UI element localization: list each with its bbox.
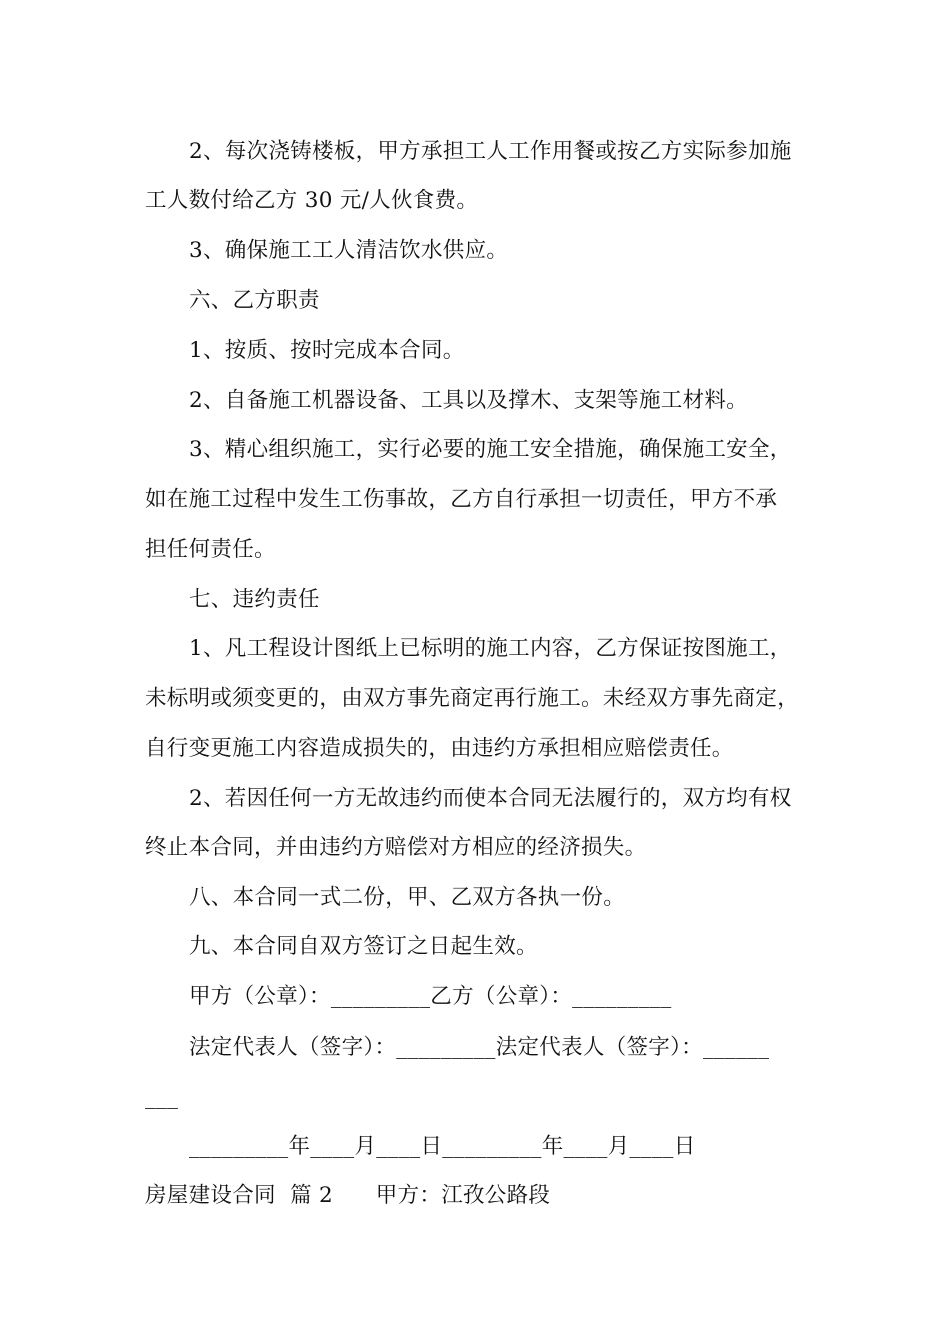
next-contract-heading: 房屋建设合同 篇 2 甲方：江孜公路段 [145, 1183, 551, 1208]
section-6-item-3: 3、精心组织施工，实行必要的施工安全措施，确保施工安全， [189, 437, 792, 462]
section-8: 八、本合同一式二份，甲、乙双方各执一份。 [189, 885, 626, 910]
clause-3-water: 3、确保施工工人清洁饮水供应。 [189, 238, 509, 263]
section-6-heading: 六、乙方职责 [189, 288, 320, 313]
section-7-item-2: 2、若因任何一方无故违约而使本合同无法履行的，双方均有权 [189, 786, 792, 811]
section-7-heading: 七、违约责任 [189, 587, 320, 612]
clause-2-meals: 2、每次浇铸楼板，甲方承担工人工作用餐或按乙方实际参加施 [189, 139, 792, 164]
representative-line: 法定代表人（签字）：_________法定代表人（签字）：______ [189, 1035, 770, 1060]
section-6-item-3-cont-1: 如在施工过程中发生工伤事故，乙方自行承担一切责任，甲方不承 [145, 487, 778, 512]
clause-2-meals-cont: 工人数付给乙方 30 元/人伙食费。 [145, 188, 479, 213]
representative-line-cont: ___ [145, 1085, 179, 1110]
section-7-item-1-cont-1: 未标明或须变更的，由双方事先商定再行施工。未经双方事先商定， [145, 686, 800, 711]
section-7-item-1-cont-2: 自行变更施工内容造成损失的，由违约方承担相应赔偿责任。 [145, 736, 734, 761]
section-7-item-1: 1、凡工程设计图纸上已标明的施工内容，乙方保证按图施工， [189, 636, 792, 661]
section-9: 九、本合同自双方签订之日起生效。 [189, 934, 538, 959]
section-6-item-1: 1、按质、按时完成本合同。 [189, 338, 465, 363]
seal-line: 甲方（公章）：_________乙方（公章）：_________ [189, 984, 672, 1009]
section-6-item-2: 2、自备施工机器设备、工具以及撑木、支架等施工材料。 [189, 388, 748, 413]
section-7-item-2-cont: 终止本合同，并由违约方赔偿对方相应的经济损失。 [145, 835, 647, 860]
section-6-item-3-cont-2: 担任何责任。 [145, 537, 276, 562]
date-line: _________年____月____日_________年____月____日 [189, 1134, 696, 1159]
